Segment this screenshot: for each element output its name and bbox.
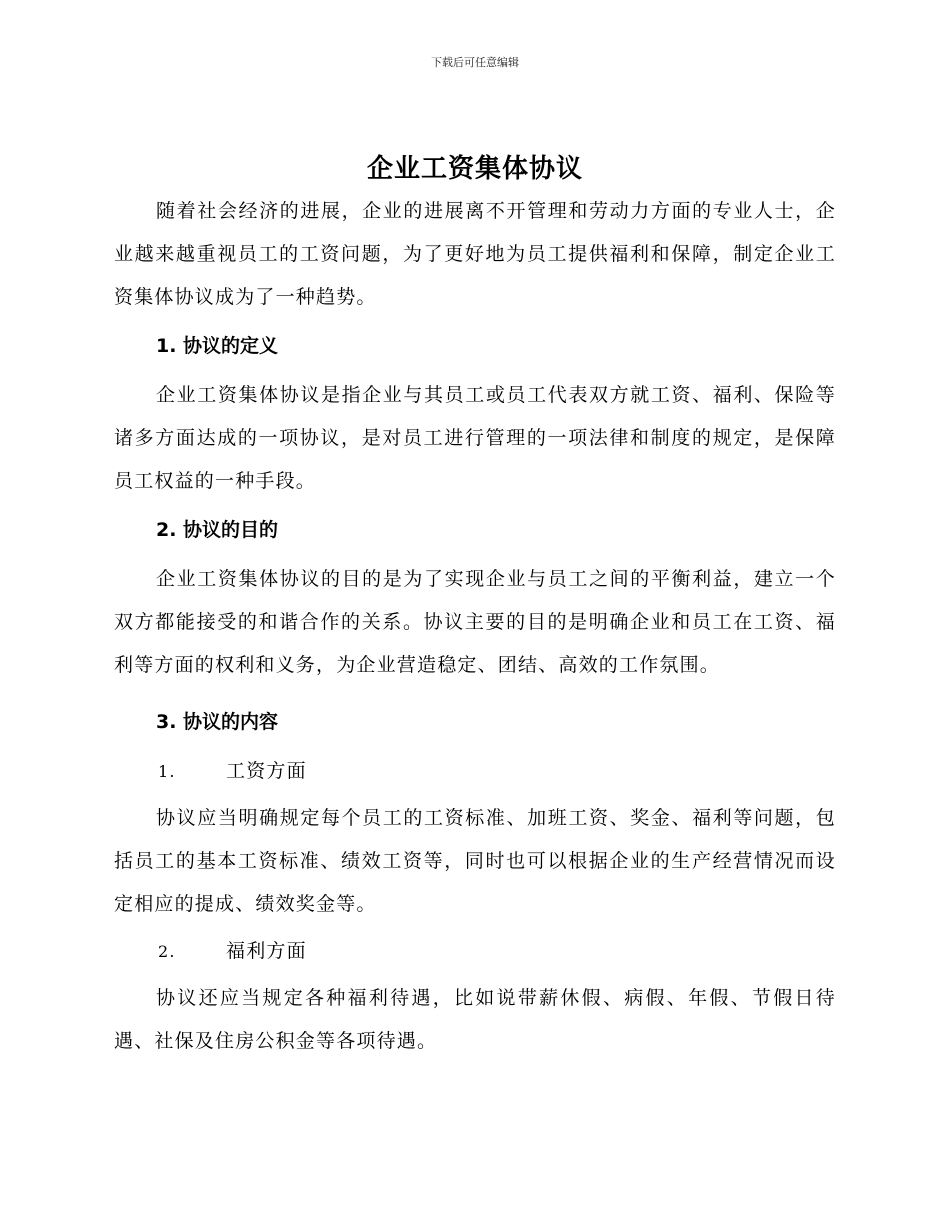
- subitem-number: 1.: [158, 762, 176, 781]
- section-heading-content: 3. 协议的内容: [156, 711, 279, 733]
- intro-paragraph: 随着社会经济的进展，企业的进展离不开管理和劳动力方面的专业人士，企业越来越重视员工的工资问题，为了更好地为员工提供福利和保障，制定企业工资集体协议成为了一种趋势。: [114, 200, 836, 308]
- subitem-benefits: [114, 930, 836, 973]
- document-title: 企业工资集体协议: [366, 154, 583, 184]
- section-body-definition: 企业工资集体协议是指企业与其员工或员工代表双方就工资、福利、保险等诸多方面达成的一项协议，是对员工进行管理的一项法律和制度的规定，是保障员工权益的一种手段。: [114, 384, 836, 492]
- subitem-body-benefits: 协议还应当规定各种福利待遇，比如说带薪休假、病假、年假、节假日待遇、社保及住房公积金等各项待遇。: [114, 987, 836, 1052]
- subitem-label: 工资方面: [226, 760, 307, 782]
- subitem-number: 2.: [158, 942, 176, 961]
- document-body: [114, 190, 836, 1063]
- subitem-label: 福利方面: [226, 940, 307, 962]
- header-note: 下载后可任意编辑: [431, 56, 519, 69]
- subitem-wages: [114, 750, 836, 793]
- spacer: [114, 687, 836, 695]
- section-body-purpose: 企业工资集体协议的目的是为了实现企业与员工之间的平衡利益，建立一个双方都能接受的和谐合作的关系。协议主要的目的是明确企业和员工在工资、福利等方面的权利和义务，为企业营造稳定、团结、高效的工作氛围。: [114, 568, 836, 676]
- subitem-body-wages: 协议应当明确规定每个员工的工资标准、加班工资、奖金、福利等问题，包括员工的基本工资标准、绩效工资等，同时也可以根据企业的生产经营情况而设定相应的提成、绩效奖金等。: [114, 807, 836, 915]
- section-heading-definition: 1. 协议的定义: [156, 335, 279, 357]
- section-heading-purpose: 2. 协议的目的: [156, 519, 279, 541]
